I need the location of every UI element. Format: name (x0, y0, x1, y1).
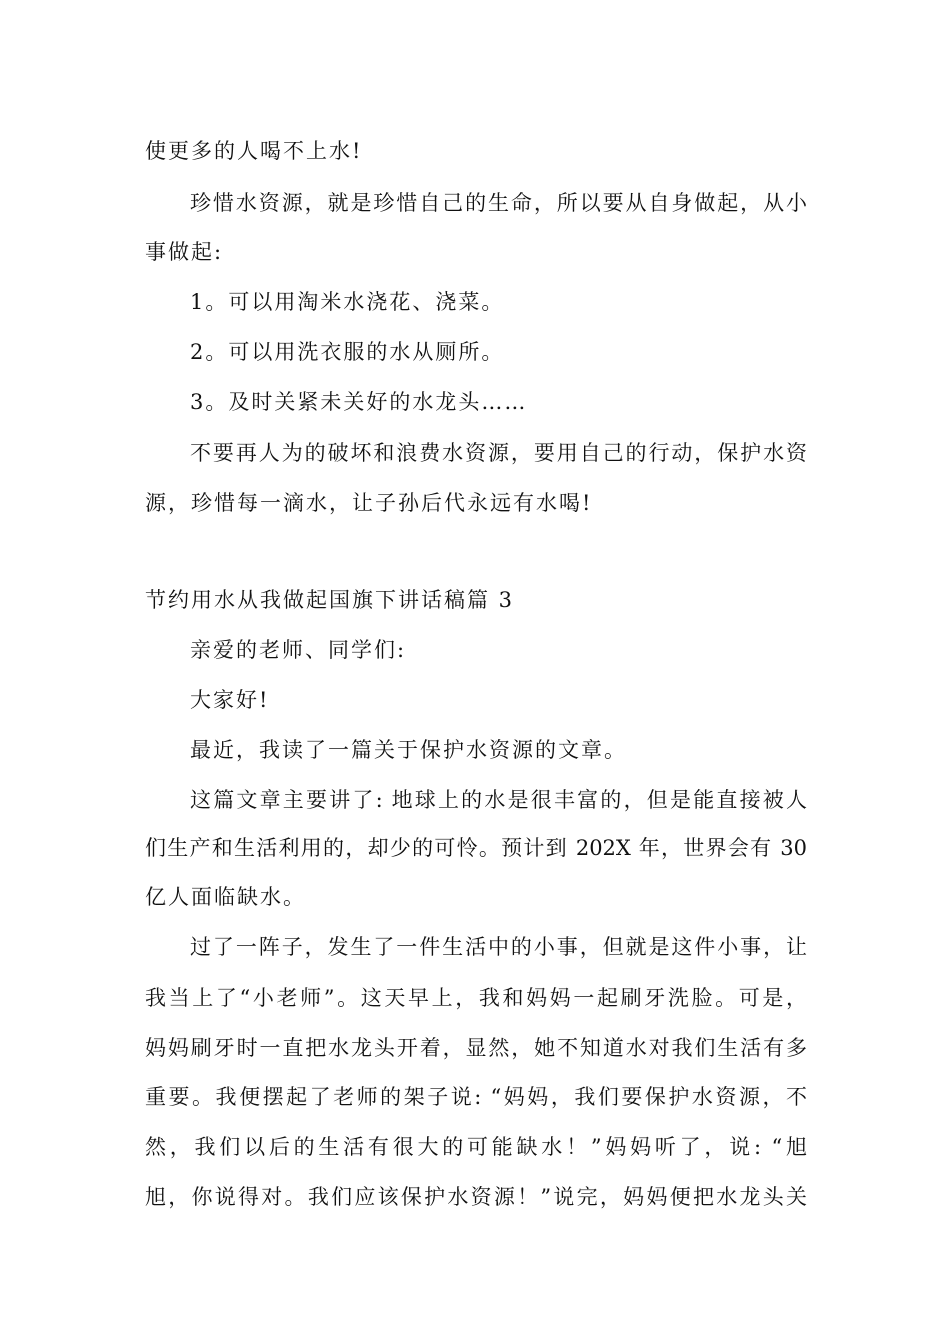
paragraph-line: 不要再人为的破坏和浪费水资源，要用自己的行动，保护水资 (190, 441, 807, 465)
paragraph-line: 然，我们以后的生活有很大的可能缺水！”妈妈听了，说: “旭 (145, 1135, 807, 1159)
paragraph-line: 妈妈刷牙时一直把水龙头开着，显然，她不知道水对我们生活有多 (145, 1036, 807, 1060)
paragraph-line: 旭，你说得对。我们应该保护水资源！”说完，妈妈便把水龙头关 (145, 1185, 807, 1209)
greeting: 大家好! (190, 688, 270, 712)
paragraph-line: 事做起: (145, 240, 224, 264)
list-item: 1。可以用淘米水浇花、浇菜。 (190, 290, 505, 314)
paragraph-line: 使更多的人喝不上水! (145, 139, 363, 163)
list-item: 2。可以用洗衣服的水从厕所。 (190, 340, 505, 364)
list-item: 3。及时关紧未关好的水龙头…… (190, 390, 528, 414)
paragraph-line: 源，珍惜每一滴水，让子孙后代永远有水喝! (145, 491, 593, 515)
paragraph-line: 这篇文章主要讲了: 地球上的水是很丰富的，但是能直接被人 (190, 788, 807, 812)
paragraph-line: 过了一阵子，发生了一件生活中的小事，但就是这件小事，让 (190, 935, 807, 959)
salutation: 亲爱的老师、同学们: (190, 638, 407, 662)
paragraph-line: 重要。我便摆起了老师的架子说: “妈妈，我们要保护水资源，不 (145, 1085, 807, 1109)
paragraph-line: 珍惜水资源，就是珍惜自己的生命，所以要从自身做起，从小 (190, 191, 807, 215)
paragraph-line: 亿人面临缺水。 (145, 885, 306, 909)
paragraph-line: 我当上了“小老师”。这天早上，我和妈妈一起刷牙洗脸。可是， (145, 986, 807, 1010)
section-heading: 节约用水从我做起国旗下讲话稿篇 3 (145, 588, 515, 612)
paragraph-line: 最近，我读了一篇关于保护水资源的文章。 (190, 738, 627, 762)
paragraph-line: 们生产和生活利用的，却少的可怜。预计到 202X 年，世界会有 30 (145, 836, 807, 860)
